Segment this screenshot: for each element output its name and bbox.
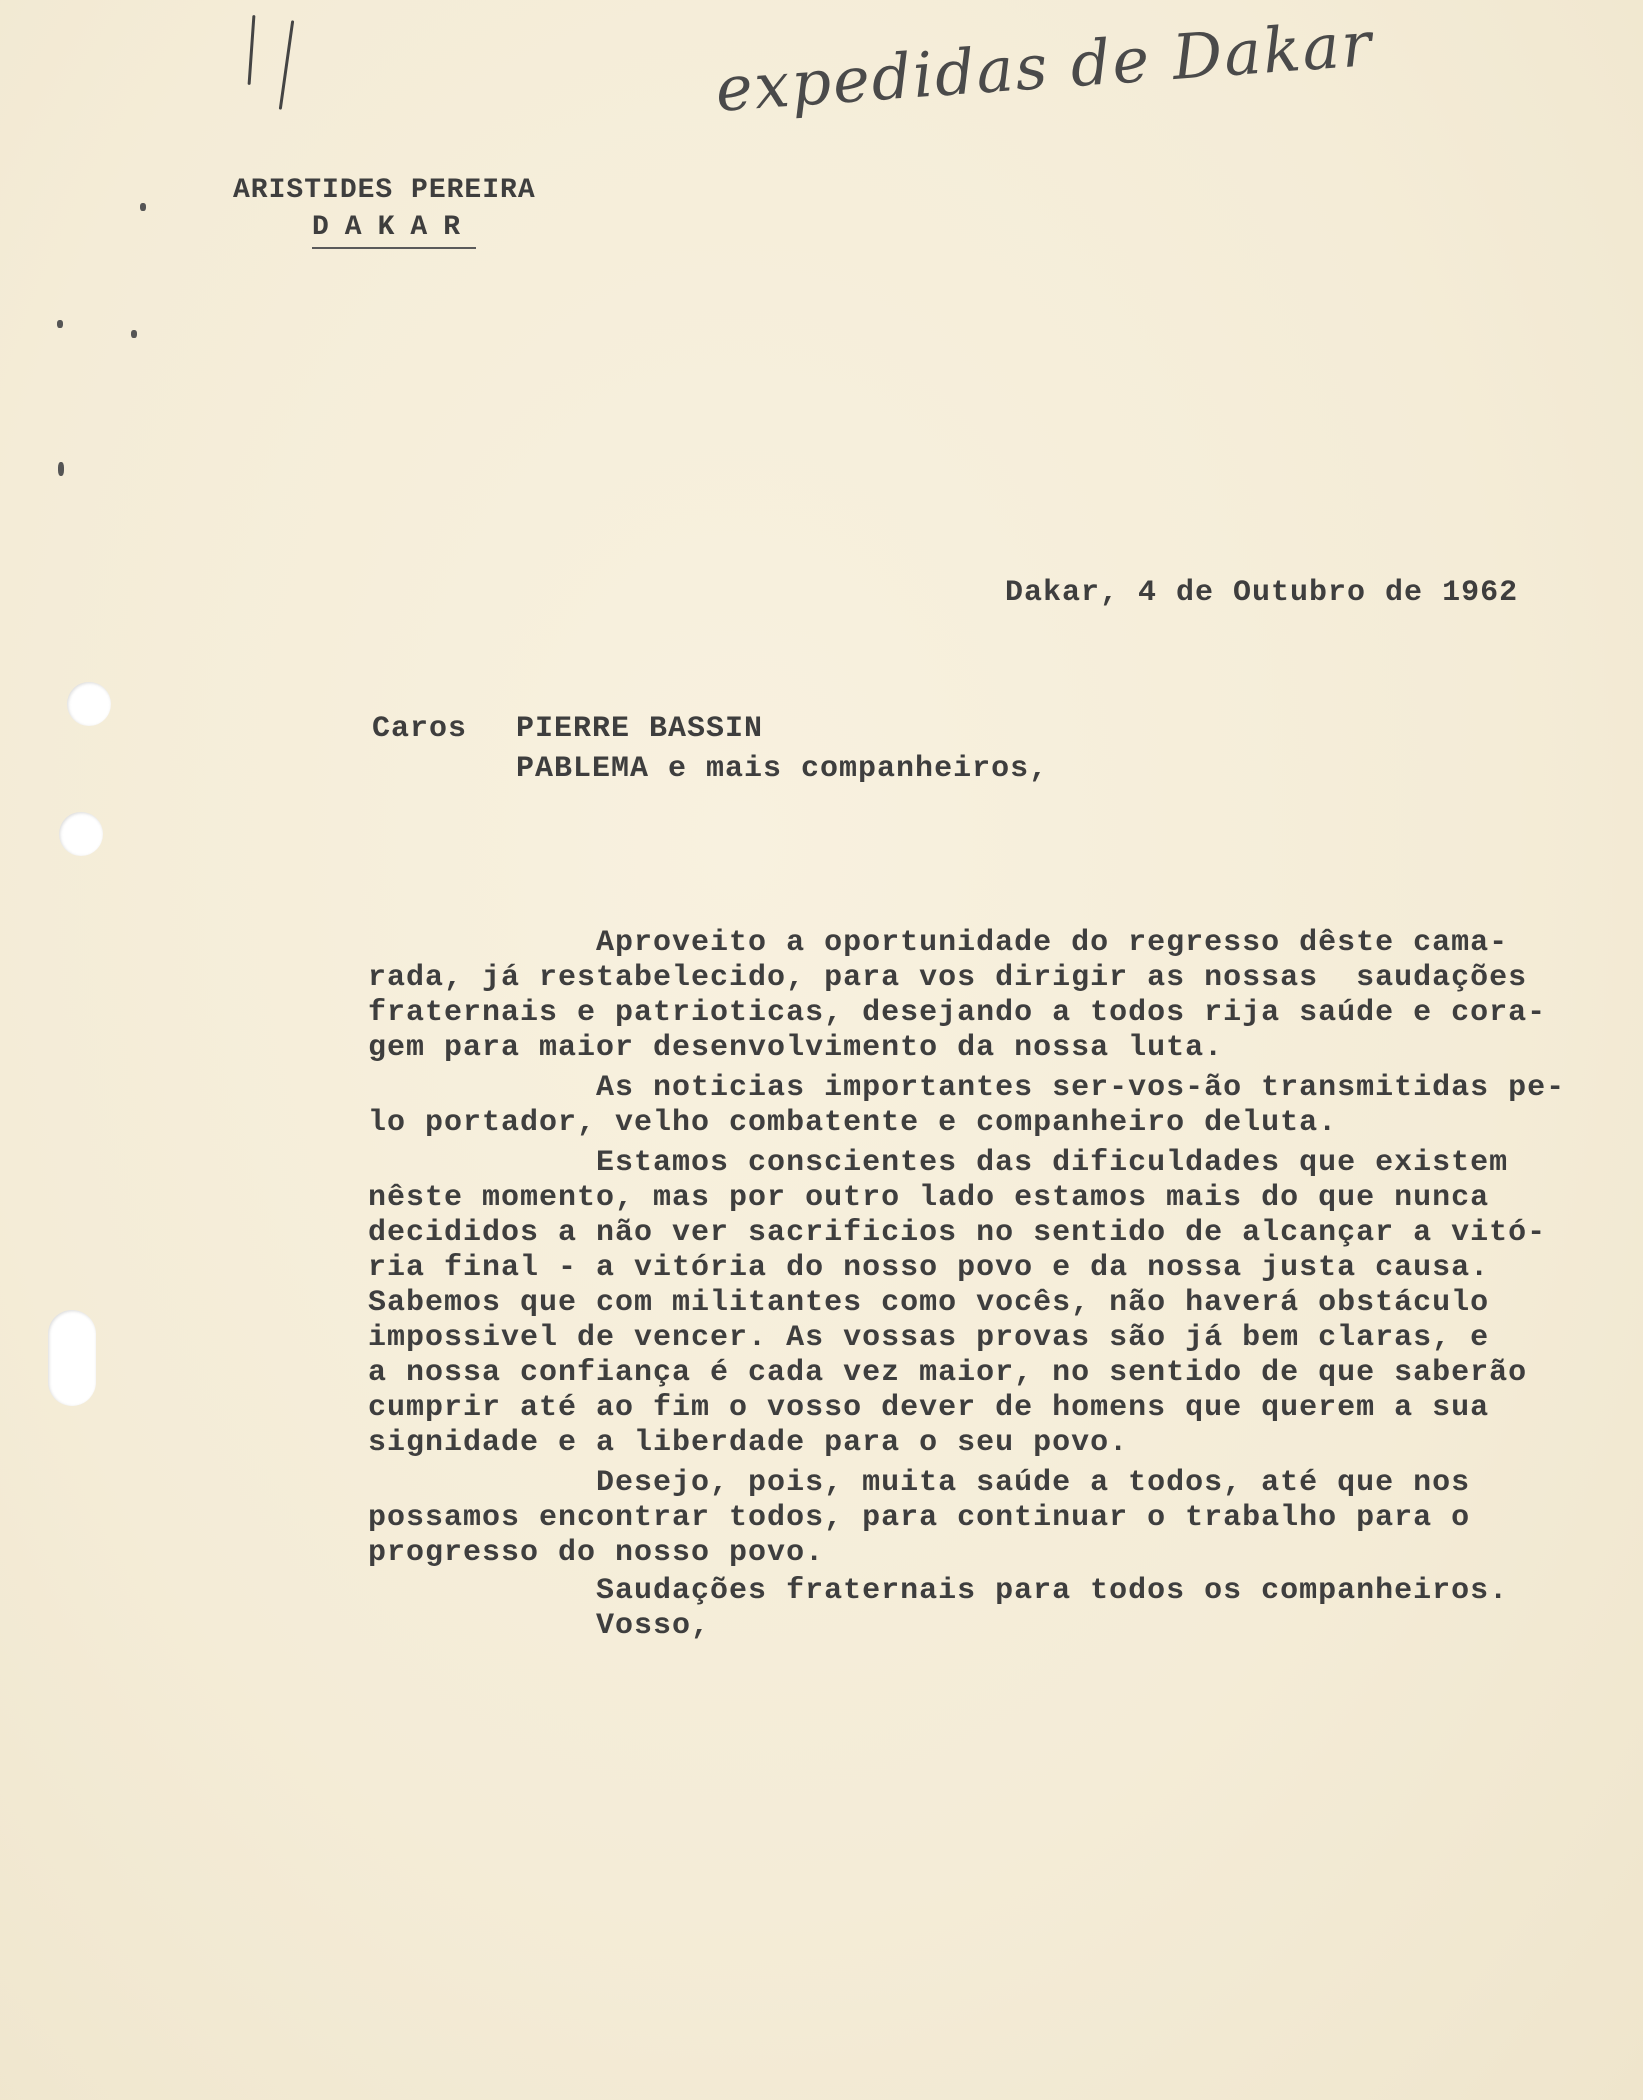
body-line: nêste momento, mas por outro lado estamos mais do que nunca — [368, 1181, 1490, 1215]
body-line: progresso do nosso povo. — [368, 1536, 825, 1570]
body-line: cumprir até ao fim o vosso dever de homens que querem a sua — [368, 1391, 1490, 1425]
punch-hole — [67, 682, 111, 726]
date-line: Dakar, 4 de Outubro de 1962 — [1005, 576, 1519, 610]
body-line: Vosso, — [368, 1609, 711, 1643]
body-line: lo portador, velho combatente e companheiro deluta. — [368, 1106, 1338, 1140]
body-line: decididos a não ver sacrificios no sentido de alcançar a vitó- — [368, 1216, 1547, 1250]
body-line: signidade e a liberdade para o seu povo. — [368, 1426, 1129, 1460]
ink-speck — [140, 203, 146, 211]
pencil-mark — [248, 15, 256, 85]
body-line: Estamos conscientes das dificuldades que existem — [368, 1146, 1509, 1180]
body-line: possamos encontrar todos, para continuar o trabalho para o — [368, 1501, 1471, 1535]
body-line: Aproveito a oportunidade do regresso dêste cama- — [368, 926, 1509, 960]
ink-speck — [57, 320, 63, 328]
body-line: gem para maior desenvolvimento da nossa luta. — [368, 1031, 1224, 1065]
ink-speck — [131, 330, 137, 338]
sender-city: DAKAR — [312, 212, 476, 249]
salutation: Caros — [372, 712, 468, 746]
body-line: Desejo, pois, muita saúde a todos, até que nos — [368, 1466, 1471, 1500]
punch-hole — [59, 812, 103, 856]
body-line: Saudações fraternais para todos os companheiros. — [368, 1574, 1509, 1608]
sender-name: ARISTIDES PEREIRA — [233, 175, 536, 206]
body-line: Sabemos que com militantes como vocês, não haverá obstáculo — [368, 1286, 1490, 1320]
body-line: ria final - a vitória do nosso povo e da nossa justa causa. — [368, 1251, 1490, 1285]
pencil-mark — [279, 20, 294, 110]
body-line: impossivel de vencer. As vossas provas são já bem claras, e — [368, 1321, 1490, 1355]
body-line: fraternais e patrioticas, desejando a todos rija saúde e cora- — [368, 996, 1547, 1030]
body-line: rada, já restabelecido, para vos dirigir as nossas saudações — [368, 961, 1528, 995]
body-line: As noticias importantes ser-vos-ão transmitidas pe- — [368, 1071, 1566, 1105]
ink-speck — [58, 462, 64, 476]
body-line: a nossa confiança é cada vez maior, no sentido de que saberão — [368, 1356, 1528, 1390]
addressee-line: PIERRE BASSIN — [516, 712, 764, 746]
punch-hole — [48, 1310, 96, 1406]
handwritten-note: expedidas de Dakar — [713, 7, 1376, 126]
addressee-line: PABLEMA e mais companheiros, — [516, 752, 1049, 786]
